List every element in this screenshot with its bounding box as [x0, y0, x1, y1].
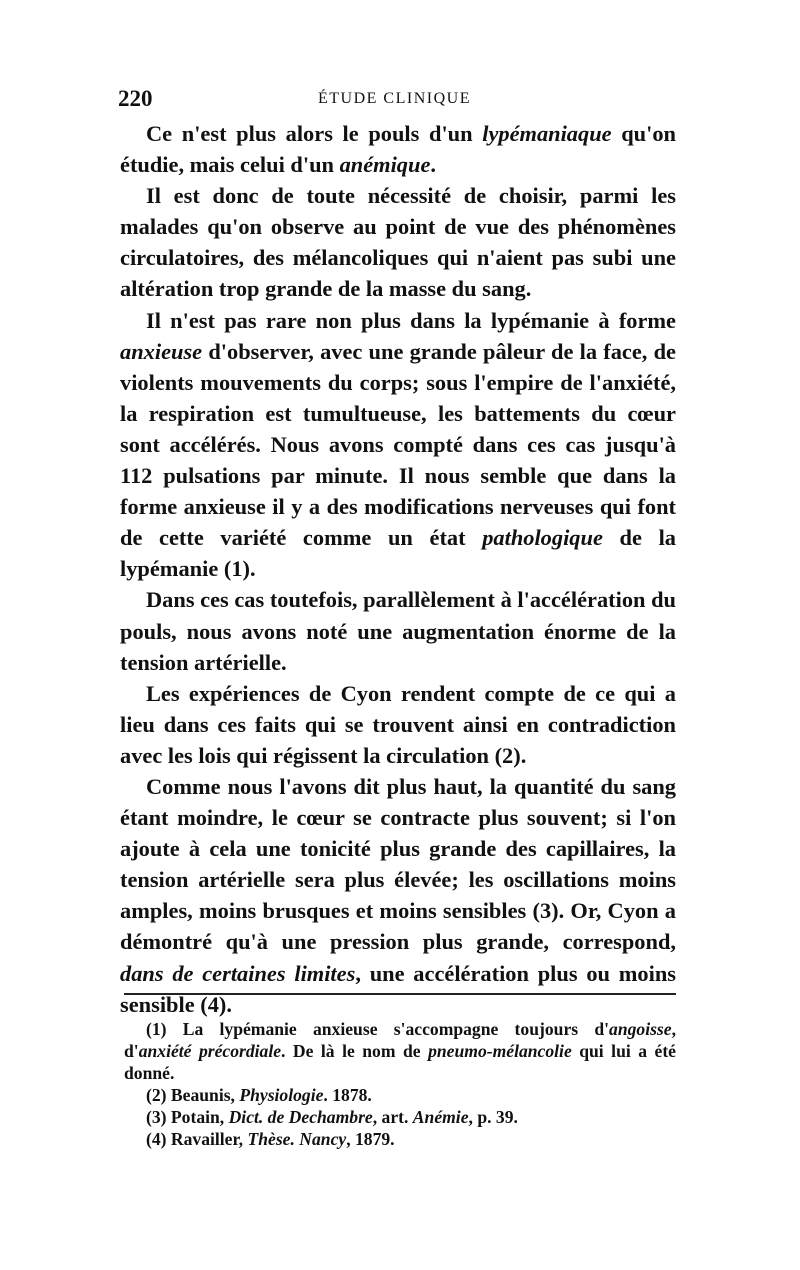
italic-text: Physiologie [239, 1085, 324, 1105]
text-run: , p. 39. [468, 1107, 518, 1127]
text-run: Les expériences de Cyon rendent compte de ce qui a lieu dans ces faits qui se trouvent ainsi en contradiction avec les lois qui régissent la circulation (2). [120, 680, 676, 768]
paragraph [120, 118, 676, 180]
text-run: . De là le nom de [281, 1041, 429, 1061]
text-run: (2) Beaunis, [146, 1085, 240, 1105]
text-run: . [430, 152, 436, 178]
paragraph [120, 771, 676, 1020]
footnote [124, 1128, 676, 1150]
text-run: qu'on étudie, mais celui d'un [120, 121, 677, 178]
paragraph [120, 584, 676, 677]
text-run: Il est donc de toute nécessité de choisir, parmi les malades qu'on observe au point de vue des phénomènes circulatoires, des mélancoliques qui n'aient pas subi une altération trop grande de la masse du sang. [120, 183, 676, 302]
text-run: qui lui a été donné. [124, 1041, 676, 1083]
text-run: , 1879. [346, 1129, 395, 1149]
text-run: (4) Ravailler, [146, 1129, 248, 1149]
paragraph [120, 180, 676, 304]
italic-text: angoisse [609, 1019, 672, 1039]
italic-text: Thèse. Nancy [247, 1129, 347, 1149]
footnotes [124, 1018, 676, 1150]
text-run: (1) La lypémanie anxieuse s'accompagne toujours d' [146, 1019, 610, 1039]
text-run: (3) Potain, [146, 1107, 229, 1127]
page-number: 220 [118, 86, 153, 111]
italic-text: lypémaniaque [482, 121, 612, 146]
italic-text: dans de certaines limites [120, 960, 356, 986]
body-text [120, 118, 676, 1020]
footnote [124, 1084, 676, 1106]
text-run: Comme nous l'avons dit plus haut, la quantité du sang étant moindre, le cœur se contracte plus souvent; si l'on ajoute à cela une tonicité plus grande des capillaires, la tension artérielle sera plus élevée; les oscillations moins amples, moins brusques et moins sensibles (3). Or, Cyon a démontré qu'à une pression plus grande, correspond, [120, 773, 676, 955]
italic-text: anémique [339, 152, 431, 178]
text-run: d'observer, avec une grande pâleur de la face, de violents mouvements du corps; sous l'empire de l'anxiété, la respiration est tumultueuse, les battements du cœur sont accélérés. Nous avons compté dans ces cas jusqu'à 112 pulsations par minute. Il nous semble que dans la forme anxieuse il y a des modifications nerveuses qui font de cette variété comme un état [120, 338, 676, 551]
text-run: Dans ces cas toutefois, parallèlement à l'accélération du pouls, nous avons noté une augmentation énorme de la tension artérielle. [120, 587, 676, 675]
italic-text: Anémie [412, 1107, 469, 1127]
text-run: , art. [372, 1107, 413, 1127]
text-run: , une accélération plus ou moins sensible (4). [120, 960, 676, 1017]
paragraph [120, 678, 676, 771]
italic-text: Dict. de Dechambre [228, 1107, 373, 1127]
italic-text: pathologique [482, 525, 603, 551]
italic-text: anxieuse [120, 338, 203, 364]
italic-text: anxiété précordiale [138, 1041, 282, 1061]
text-run: Il n'est pas rare non plus dans la lypémanie à forme [146, 307, 676, 333]
running-head: ÉTUDE CLINIQUE [318, 90, 471, 107]
text-run: , d' [124, 1019, 676, 1061]
paragraph [120, 305, 676, 585]
text-run: de la lypémanie (1). [120, 525, 676, 582]
footnote [124, 1018, 676, 1084]
text-run: Ce n'est plus alors le pouls d'un [146, 121, 483, 146]
page-header [118, 86, 678, 116]
italic-text: pneumo-mélancolie [428, 1041, 572, 1061]
text-run: . 1878. [323, 1085, 372, 1105]
footnote [124, 1106, 676, 1128]
footnote-rule [124, 993, 676, 995]
